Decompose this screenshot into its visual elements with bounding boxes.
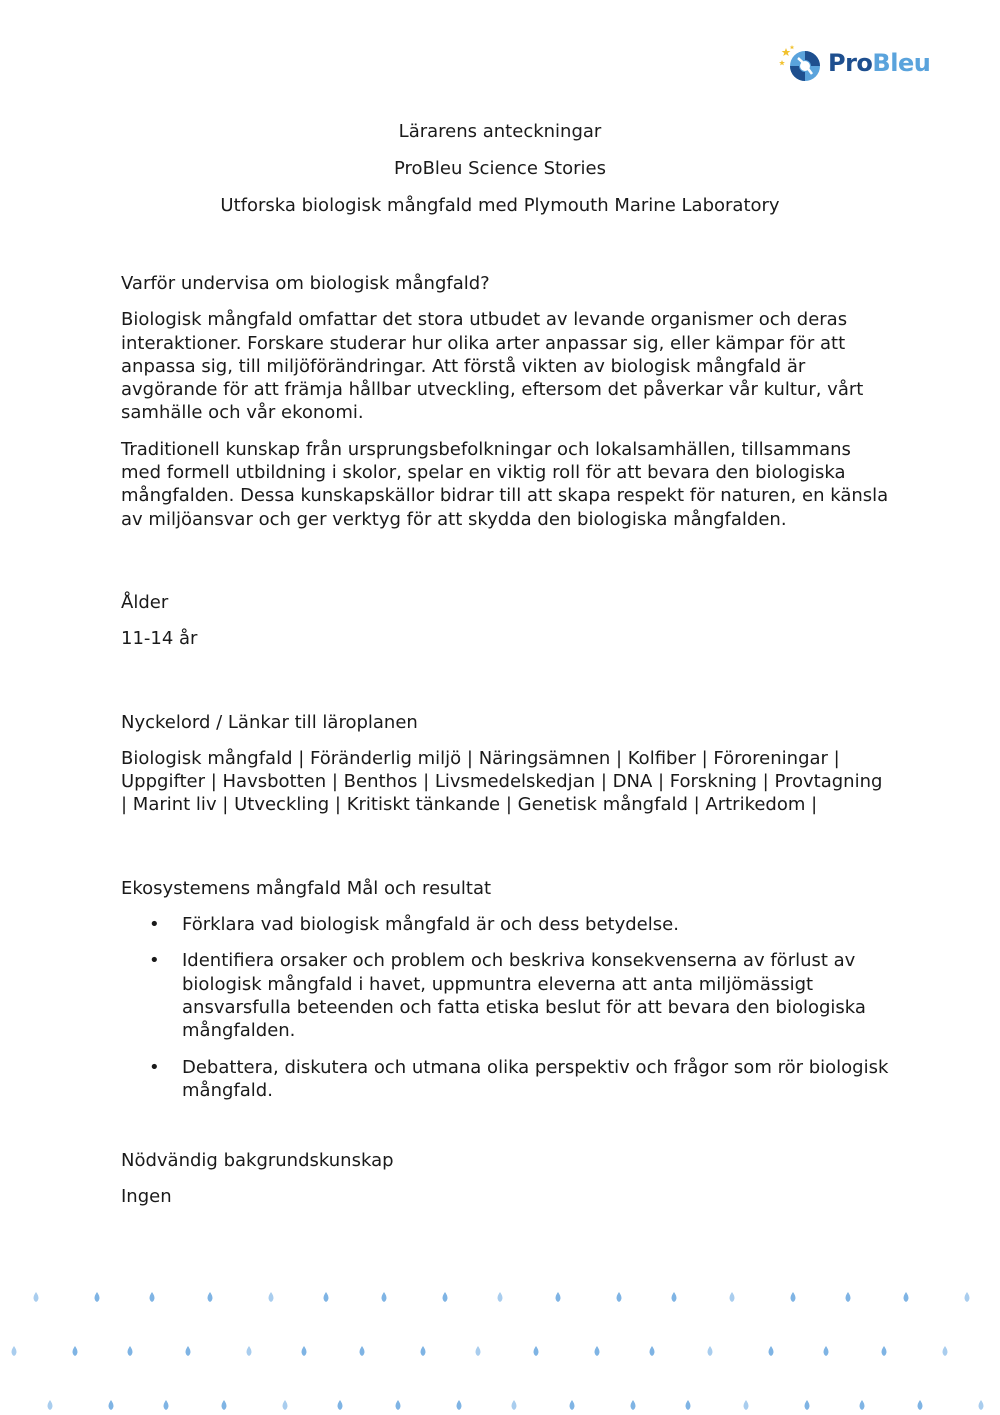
droplet-icon: [73, 1346, 78, 1356]
droplet-icon: [904, 1292, 909, 1302]
document-title-block: [0, 120, 1000, 231]
droplet-icon: [860, 1400, 865, 1410]
droplet-icon: [269, 1292, 274, 1302]
droplet-icon: [164, 1400, 169, 1410]
droplet-icon: [595, 1346, 600, 1356]
droplet-icon: [34, 1292, 39, 1302]
droplet-icon: [324, 1292, 329, 1302]
background-value: Ingen: [121, 1186, 172, 1208]
droplet-icon: [109, 1400, 114, 1410]
goal-item: • Debattera, diskutera och utmana olika perspektiv och frågor som rör biologisk mångfald.: [121, 1056, 891, 1103]
droplet-icon: [534, 1346, 539, 1356]
goal-item: • Identifiera orsaker och problem och beskriva konsekvenserna av förlust av biologisk mångfald i havet, uppmuntra eleverna att anta miljömässigt ansvarsfulla beteenden och fatta etiska beslut för att bevara den biologiska mångfalden.: [121, 949, 891, 1042]
age-heading: Ålder: [121, 591, 169, 613]
droplet-icon: [744, 1400, 749, 1410]
probleu-emblem-icon: [778, 44, 824, 86]
goals-heading: Ekosystemens mångfald Mål och resultat: [121, 877, 492, 899]
droplet-icon: [570, 1400, 575, 1410]
droplet-icon: [443, 1292, 448, 1302]
droplet-icon: [421, 1346, 426, 1356]
droplet-icon: [283, 1400, 288, 1410]
goals-list: [121, 913, 891, 1102]
droplet-icon: [457, 1400, 462, 1410]
droplet-icon: [12, 1346, 17, 1356]
droplet-icon: [805, 1400, 810, 1410]
droplet-icon: [965, 1292, 970, 1302]
decorative-droplet-pattern: [0, 1280, 1000, 1415]
droplet-icon: [360, 1346, 365, 1356]
logo-text-pro: Pro: [828, 49, 873, 77]
background-heading: Nödvändig bakgrundskunskap: [121, 1150, 394, 1172]
droplet-icon: [95, 1292, 100, 1302]
logo-text-bleu: Bleu: [872, 49, 931, 77]
droplet-icon: [791, 1292, 796, 1302]
keywords-heading: Nyckelord / Länkar till läroplanen: [121, 711, 418, 733]
droplet-icon: [208, 1292, 213, 1302]
droplet-icon: [128, 1346, 133, 1356]
droplet-icon: [382, 1292, 387, 1302]
droplet-icon: [338, 1400, 343, 1410]
droplet-icon: [918, 1400, 923, 1410]
title-series: ProBleu Science Stories: [394, 158, 606, 179]
document-body: [121, 272, 891, 1222]
droplet-icon: [396, 1400, 401, 1410]
why-heading: Varför undervisa om biologisk mångfald?: [121, 273, 490, 294]
droplet-icon: [556, 1292, 561, 1302]
droplet-icon: [846, 1292, 851, 1302]
droplet-icon: [476, 1346, 481, 1356]
droplet-icon: [672, 1292, 677, 1302]
droplet-icon: [631, 1400, 636, 1410]
droplet-icon: [186, 1346, 191, 1356]
title-teacher-notes: Lärarens anteckningar: [398, 121, 602, 142]
droplet-icon: [617, 1292, 622, 1302]
droplet-icon: [730, 1292, 735, 1302]
droplet-icon: [650, 1346, 655, 1356]
keywords-text: Biologisk mångfald | Föränderlig miljö | Näringsämnen | Kolfiber | Föroreningar | Uppgifter | Havsbotten | Benthos | Livsmedelskedjan | DNA | Forskning | Provtagning | Marint liv | Utveckling | Kritiskt tänkande | Genetisk mångfald | Artrikedom |: [121, 747, 883, 816]
goal-item: • Förklara vad biologisk mångfald är och dess betydelse.: [121, 913, 891, 936]
droplet-icon: [686, 1400, 691, 1410]
droplet-icon: [943, 1346, 948, 1356]
droplet-icon: [824, 1346, 829, 1356]
why-paragraph-1: Biologisk mångfald omfattar det stora utbudet av levande organismer och deras interaktioner. Forskare studerar hur olika arter anpassar sig, eller kämpar för att anpassa sig, till miljöförändringar. Att förstå vikten av biologisk mångfald är avgörande för att främja hållbar utveckling, eftersom det påverkar vår kultur, vårt samhälle och vår ekonomi.: [121, 309, 864, 424]
droplet-icon: [708, 1346, 713, 1356]
probleu-logo: [778, 44, 931, 86]
logo-wordmark: [828, 49, 930, 77]
droplet-icon: [222, 1400, 227, 1410]
droplet-icon: [979, 1400, 984, 1410]
droplet-icon: [882, 1346, 887, 1356]
droplet-icon: [498, 1292, 503, 1302]
droplet-icon: [769, 1346, 774, 1356]
droplet-icon: [247, 1346, 252, 1356]
why-paragraph-2: Traditionell kunskap från ursprungsbefolkningar och lokalsamhällen, tillsammans med formell utbildning i skolor, spelar en viktig roll för att bevara den biologiska mångfalden. Dessa kunskapskällor bidrar till att skapa respekt för naturen, en känsla av miljöansvar och ger verktyg för att skydda den biologiska mångfalden.: [121, 438, 889, 530]
title-topic: Utforska biologisk mångfald med Plymouth Marine Laboratory: [220, 195, 780, 216]
droplet-icon: [302, 1346, 307, 1356]
droplet-icon: [150, 1292, 155, 1302]
droplet-icon: [512, 1400, 517, 1410]
age-value: 11-14 år: [121, 628, 198, 650]
droplet-icon: [48, 1400, 53, 1410]
